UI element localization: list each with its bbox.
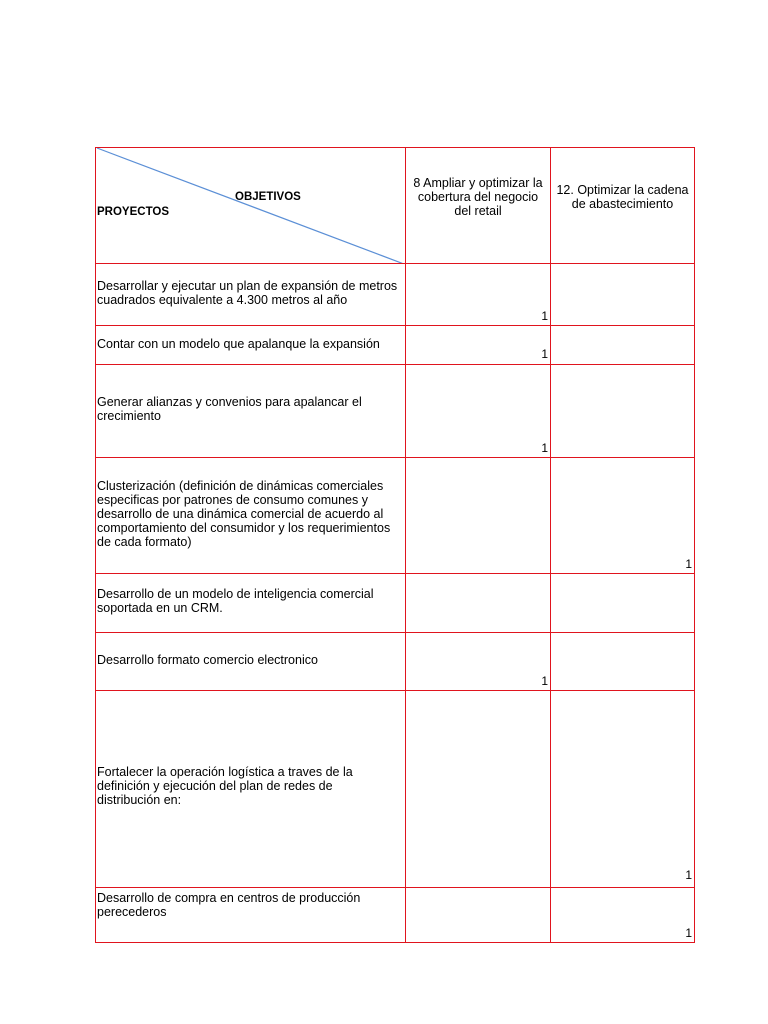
objective-mark: 1 [685,557,692,571]
objective-mark: 1 [685,926,692,940]
grid-line-row1 [95,325,695,326]
project-cell: Generar alianzas y convenios para apalancar el crecimiento [97,395,362,423]
project-cell: Desarrollo de compra en centros de producción perecederos [97,891,361,919]
grid-line-right [694,147,695,943]
objective-mark: 1 [541,674,548,688]
grid-line-row4 [95,573,695,574]
corner-label-objetivos: OBJETIVOS [235,191,301,203]
grid-line-left [95,147,96,943]
objective-mark: 1 [685,868,692,882]
objective-header-12: 12. Optimizar la cadena de abastecimiento [556,183,689,211]
project-cell: Desarrollar y ejecutar un plan de expansión de metros cuadrados equivalente a 4.300 metros al año [97,279,398,307]
project-cell: Contar con un modelo que apalanque la expansión [97,337,380,351]
objective-mark: 1 [541,441,548,455]
objective-header-8: 8 Ampliar y optimizar la cobertura del negocio del retail [413,176,543,218]
objective-mark: 1 [541,347,548,361]
project-cell: Clusterización (definición de dinámicas comerciales especificas por patrones de consumo comunes y desarrollo de una dinámica comercial de acuerdo al comportamiento del consumidor y los requerimientos de cada formato) [97,479,391,549]
grid-line-row2 [95,364,695,365]
objectives-projects-matrix [95,147,695,943]
project-cell: Desarrollo de un modelo de inteligencia comercial soportada en un CRM. [97,587,374,615]
grid-line-col2 [550,147,551,943]
grid-line-header-bottom [95,263,695,264]
objective-mark: 1 [541,309,548,323]
grid-line-row6 [95,690,695,691]
grid-line-row5 [95,632,695,633]
grid-line-bottom [95,942,695,943]
project-cell: Desarrollo formato comercio electronico [97,653,318,667]
grid-line-row7 [95,887,695,888]
grid-line-row3 [95,457,695,458]
corner-label-proyectos: PROYECTOS [97,206,169,218]
grid-line-col1 [405,147,406,943]
project-cell: Fortalecer la operación logística a traves de la definición y ejecución del plan de redes de distribución en: [97,765,353,807]
grid-line-top [95,147,695,148]
